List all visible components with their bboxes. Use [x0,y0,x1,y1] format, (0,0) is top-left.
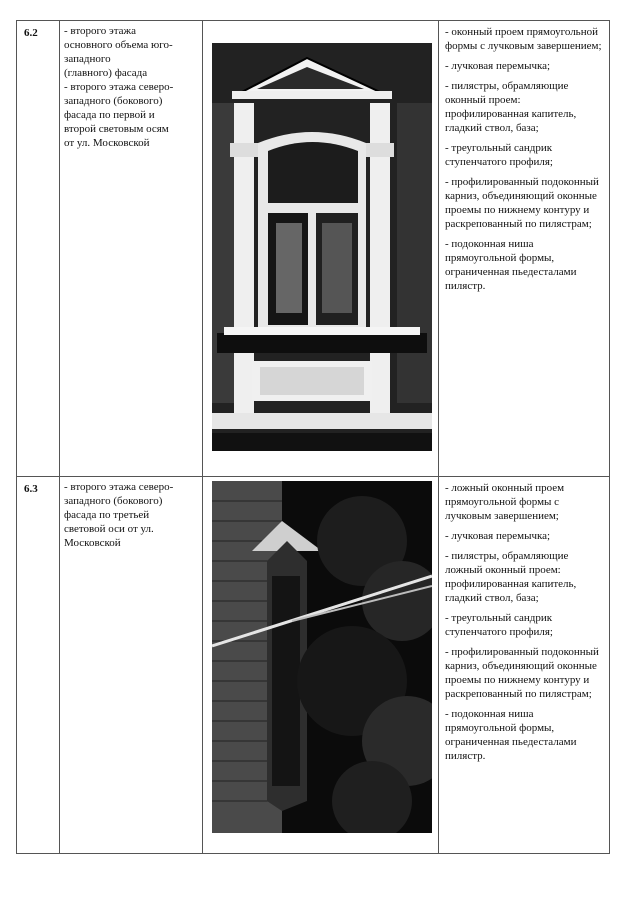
feature-item: - подоконная ниша прямоугольной формы, ограниченная пьедесталами пилястр. [445,708,577,762]
feature-item: - пилястры, обрамляющие оконный проем: профилированная капитель, гладкий ствол, база; [445,80,577,134]
photo-cell [203,21,439,477]
feature-item: - подоконная ниша прямоугольной формы, ограниченная пьедесталами пилястр. [445,238,577,292]
location-cell [60,21,203,477]
features-cell [439,21,610,477]
location-text: - второго этажа основного объема юго- западного (главного) фасада - второго этажа северо- западного (бокового) фасада по первой и второй световым осям от ул. Московской [64,25,174,149]
heritage-elements-table [16,20,610,854]
window-photo [212,481,432,833]
table-row [17,21,610,477]
row-number: 6.2 [17,21,60,477]
feature-item: - треугольный сандрик ступенчатого профиля; [445,142,553,168]
photo-cell [203,477,439,854]
feature-item: - пилястры, обрамляющие ложный оконный проем: профилированная капитель, гладкий ствол, база; [445,550,577,604]
feature-item: - лучковая перемычка; [445,60,551,72]
feature-item: - профилированный подоконный карниз, объединяющий оконные проемы по нижнему контуру и раскрепованный по пилястрам; [445,176,599,230]
feature-item: - треугольный сандрик ступенчатого профиля; [445,612,553,638]
features-cell [439,477,610,854]
location-text: - второго этажа северо- западного (бокового) фасада по третьей световой оси от ул. Московской [64,481,174,549]
feature-item: - профилированный подоконный карниз, объединяющий оконные проемы по нижнему контуру и раскрепованный по пилястрам; [445,646,599,700]
table-row [17,477,610,854]
location-cell [60,477,203,854]
feature-item: - лучковая перемычка; [445,530,551,542]
window-photo [212,43,432,451]
feature-item: - оконный проем прямоугольной формы с лучковым завершением; [445,26,602,52]
row-number: 6.3 [17,477,60,854]
feature-item: - ложный оконный проем прямоугольной формы с лучковым завершением; [445,482,565,522]
